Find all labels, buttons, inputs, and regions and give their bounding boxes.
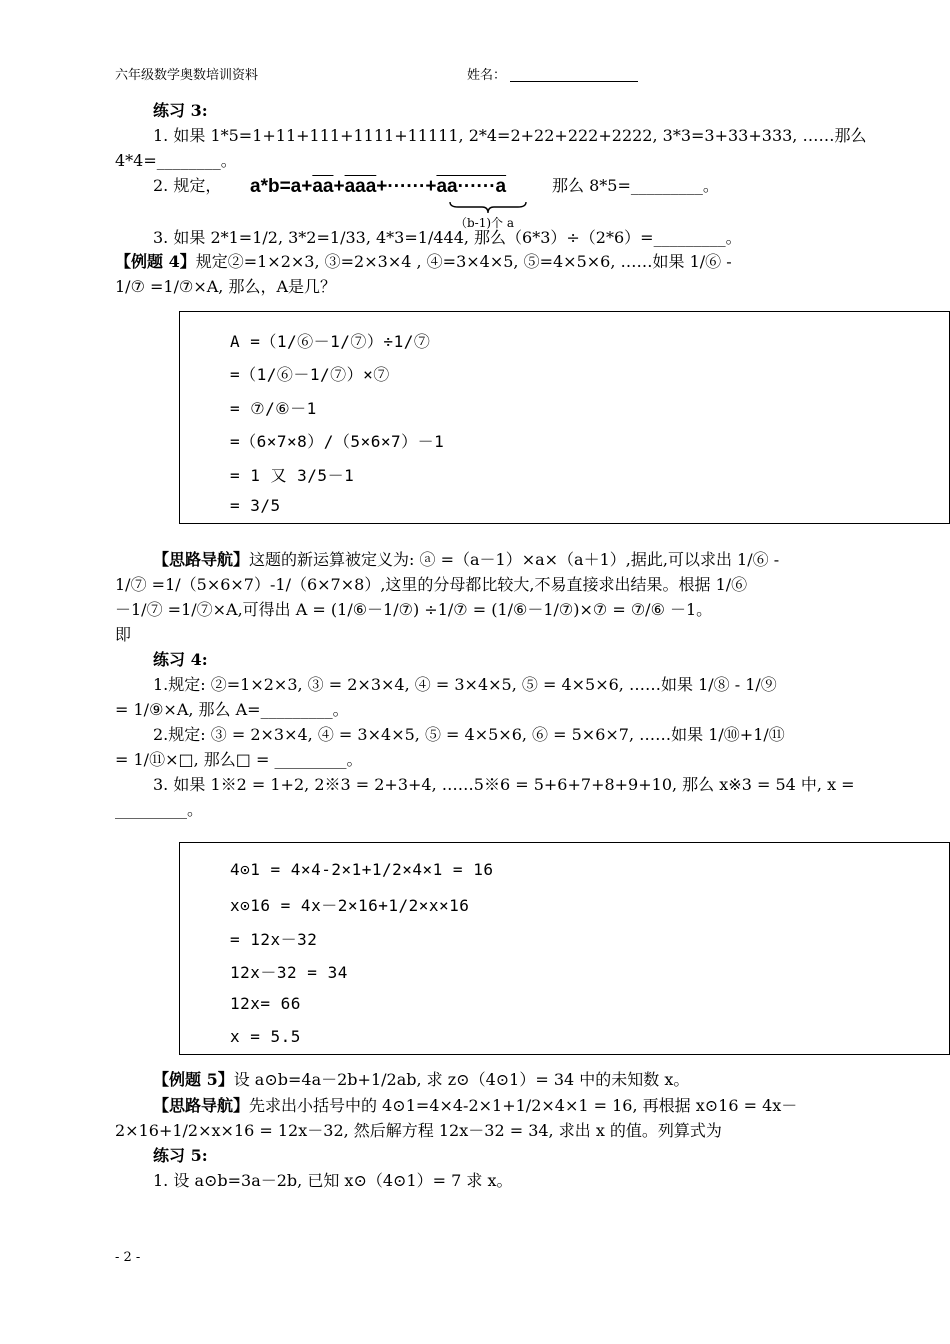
- ex5-title: 练习 5:: [153, 1146, 208, 1165]
- solution-line: = 12x－32: [230, 930, 318, 949]
- ex4-q2-line2: = 1/⑪×□, 那么□ = _________。: [115, 750, 363, 769]
- ex3-q2-prefix: 2. 规定，: [153, 176, 222, 195]
- ex3-q2-suffix: 那么 8*5=_________。: [552, 176, 719, 195]
- name-blank: [510, 81, 638, 82]
- example5-tag: 【例题 5】: [153, 1070, 234, 1089]
- guide4-line2: 1/⑦ =1/（5×6×7）-1/（6×7×8）,这里的分母都比较大,不易直接求出结果。根据 1/⑥: [115, 575, 748, 594]
- name-label: 姓名：: [467, 68, 507, 83]
- ex4-q2-line1: 2.规定: ③ = 2×3×4, ④ = 3×4×5, ⑤ = 4×5×6, ⑥ = 5×6×7, ……如果 1/⑩+1/⑪: [153, 725, 785, 744]
- formula-underbrace: [448, 200, 528, 216]
- formula-brace-label: （b-1)个 a: [455, 216, 515, 230]
- solution-line: A =（1/⑥－1/⑦）÷1/⑦: [230, 332, 431, 351]
- formula-dots: +······+: [376, 176, 437, 197]
- page-number: - 2 -: [115, 1250, 141, 1265]
- ex4-solution-box: [179, 842, 950, 1055]
- solution-line: = 1 又 3/5－1: [230, 466, 355, 485]
- example5-text: 设 a⊙b=4a－2b+1/2ab, 求 z⊙（4⊙1）= 34 中的未知数 x。: [233, 1070, 690, 1089]
- formula-term-aa: $\overline{aa}$: [312, 176, 334, 197]
- guide5-tag: 【思路导航】: [153, 1096, 250, 1115]
- guide5-line1: [153, 1096, 797, 1116]
- formula-term-last: aa······a: [436, 176, 507, 197]
- header-title: 六年级数学奥数培训资料: [115, 68, 259, 83]
- formula-term-aaa: $\overline{aaa}$: [344, 176, 377, 197]
- solution-line: 4⊙1 = 4×4-2×1+1/2×4×1 = 16: [230, 860, 494, 879]
- ex3-q1-line2: 4*4=________。: [115, 151, 237, 170]
- formula-plus: +: [333, 176, 345, 197]
- solution-line: 12x= 66: [230, 994, 301, 1013]
- guide4-tag: 【思路导航】: [153, 550, 250, 569]
- solution-line: =（6×7×8）/（5×6×7）－1: [230, 432, 445, 451]
- guide4-line1: [153, 550, 779, 570]
- example4-line2: 1/⑦ =1/⑦×A, 那么，A是几？: [115, 277, 337, 296]
- ex3-title: 练习 3:: [153, 101, 208, 120]
- example4-line1: [115, 252, 732, 272]
- guide4-text1: 这题的新运算被定义为: ⓐ =（a－1）×a×（a＋1）,据此,可以求出 1/⑥ -: [249, 550, 780, 569]
- ex5-q1: 1. 设 a⊙b=3a－2b, 已知 x⊙（4⊙1）= 7 求 x。: [153, 1171, 513, 1190]
- ex4-title: 练习 4:: [153, 650, 208, 669]
- solution-line: =（1/⑥－1/⑦）×⑦: [230, 365, 390, 384]
- guide5-text1: 先求出小括号中的 4⊙1=4×4-2×1+1/2×4×1 = 16, 再根据 x⊙16 = 4x－: [249, 1096, 798, 1115]
- solution-line: 12x－32 = 34: [230, 963, 348, 982]
- formula-lhs: a*b=a+: [250, 176, 313, 197]
- solution-line: x⊙16 = 4x－2×16+1/2×x×16: [230, 896, 470, 915]
- guide4-line4: 即: [115, 625, 132, 644]
- ex4-q3-line2: _________。: [115, 800, 204, 819]
- ex3-q3: 3. 如果 2*1=1/2, 3*2=1/33, 4*3=1/444, 那么（6*3）÷（2*6）=_________。: [153, 228, 742, 247]
- example4-text1: 规定②=1×2×3, ③=2×3×4 , ④=3×4×5, ⑤=4×5×6, ……如果 1/⑥ -: [195, 252, 732, 271]
- guide5-line2: 2×16+1/2×x×16 = 12x－32, 然后解方程 12x－32 = 34, 求出 x 的值。列算式为: [115, 1121, 722, 1140]
- guide4-line3: －1/⑦ =1/⑦×A,可得出 A = (1/⑥－1/⑦) ÷1/⑦ = (1/⑥－1/⑦)×⑦ = ⑦/⑥ －1。: [115, 600, 713, 619]
- example4-solution-box: [179, 311, 950, 524]
- solution-line: x = 5.5: [230, 1027, 301, 1046]
- ex3-formula: [250, 176, 506, 198]
- solution-line: = 3/5: [230, 496, 281, 515]
- example4-tag: 【例题 4】: [115, 252, 196, 271]
- ex4-q3-line1: 3. 如果 1※2 = 1+2, 2※3 = 2+3+4, ……5※6 = 5+6+7+8+9+10, 那么 x※3 = 54 中, x =: [153, 775, 855, 794]
- solution-line: = ⑦/⑥－1: [230, 399, 317, 418]
- ex4-q1-line1: 1.规定: ②=1×2×3, ③ = 2×3×4, ④ = 3×4×5, ⑤ = 4×5×6, ……如果 1/⑧ - 1/⑨: [153, 675, 777, 694]
- ex4-q1-line2: = 1/⑨×A, 那么 A=_________。: [115, 700, 349, 719]
- ex3-q1-line1: 1. 如果 1*5=1+11+111+1111+11111, 2*4=2+22+222+2222, 3*3=3+33+333, ……那么: [153, 126, 867, 145]
- example5: [153, 1070, 689, 1090]
